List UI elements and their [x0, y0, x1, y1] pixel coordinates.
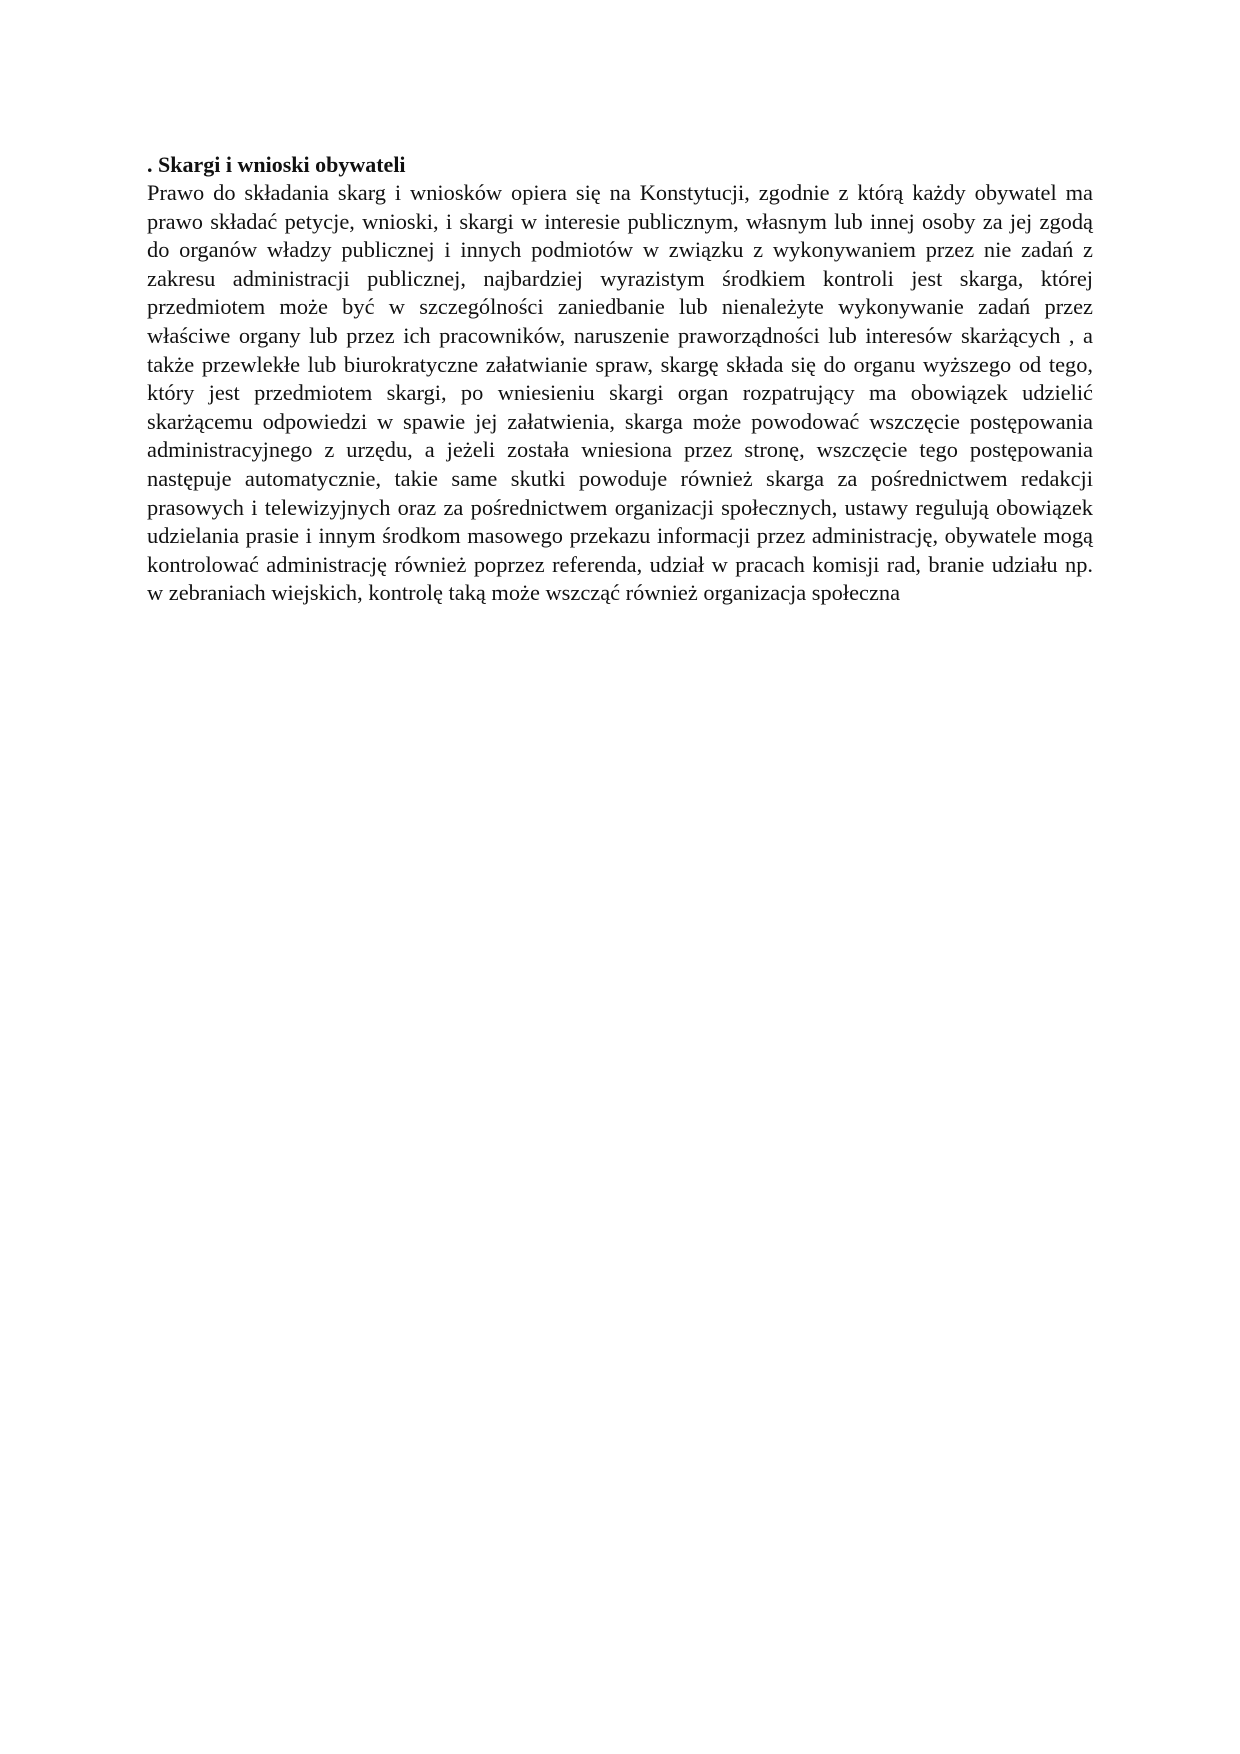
- document-body: Prawo do składania skarg i wniosków opiera się na Konstytucji, zgodnie z którą każdy obywatel ma prawo składać petycje, wnioski, i skargi w interesie publicznym, własnym lub innej osoby za jej zgodą do organów władzy publicznej i innych podmiotów w związku z wykonywaniem przez nie zadań z zakresu administracji publicznej, najbardziej wyrazistym środkiem kontroli jest skarga, której przedmiotem może być w szczególności zaniedbanie lub nienależyte wykonywanie zadań przez właściwe organy lub przez ich pracowników, naruszenie praworządności lub interesów skarżących , a także przewlekłe lub biurokratyczne załatwianie spraw, skargę składa się do organu wyższego od tego, który jest przedmiotem skargi, po wniesieniu skargi organ rozpatrujący ma obowiązek udzielić skarżącemu odpowiedzi w spawie jej załatwienia, skarga może powodować wszczęcie postępowania administracyjnego z urzędu, a jeżeli została wniesiona przez stronę, wszczęcie tego postępowania następuje automatycznie, takie same skutki powoduje również skarga za pośrednictwem redakcji prasowych i telewizyjnych oraz za pośrednictwem organizacji społecznych, ustawy regulują obowiązek udzielania prasie i innym środkom masowego przekazu informacji przez administrację, obywatele mogą kontrolować administrację również poprzez referenda, udział w pracach komisji rad, branie udziału np. w zebraniach wiejskich, kontrolę taką może wszcząć również organizacja społeczna: [147, 180, 1093, 606]
- document-content: [147, 150, 1093, 608]
- document-title: . Skargi i wnioski obywateli: [147, 152, 406, 177]
